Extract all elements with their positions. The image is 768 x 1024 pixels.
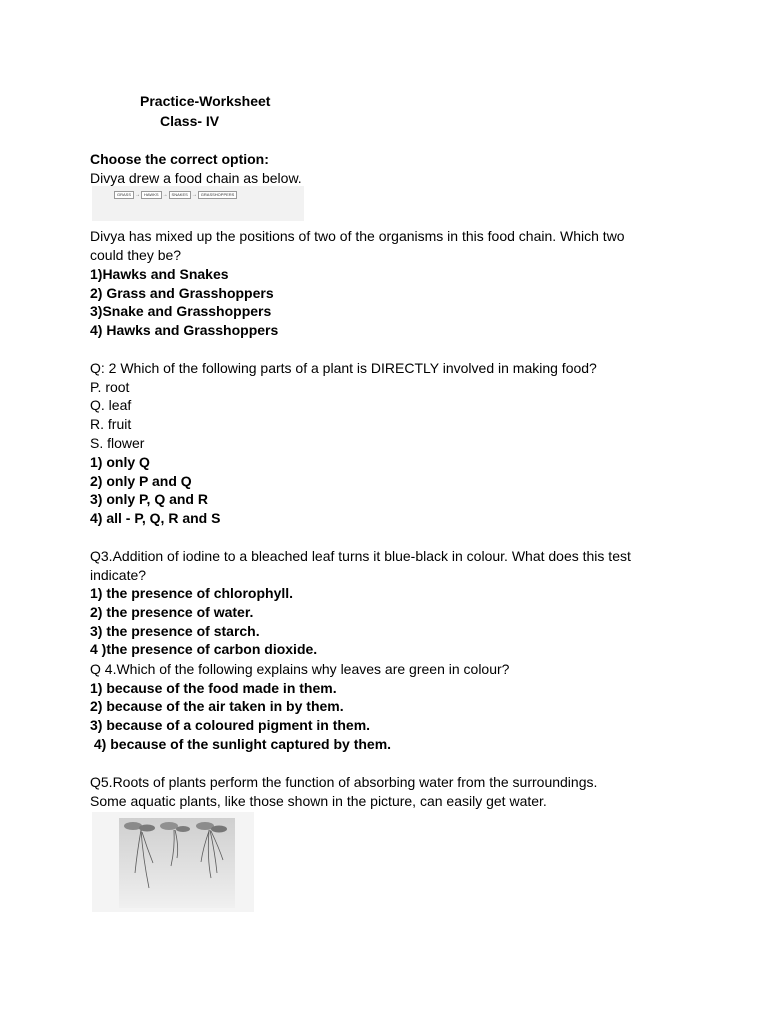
q2-option: 4) all - P, Q, R and S bbox=[90, 510, 221, 526]
q5-line2: Some aquatic plants, like those shown in the picture, can easily get water. bbox=[90, 793, 547, 809]
q3-option: 3) the presence of starch. bbox=[90, 623, 260, 639]
q4-option: 3) because of a coloured pigment in them. bbox=[90, 717, 371, 733]
q4-question: Q 4.Which of the following explains why leaves are green in colour? bbox=[90, 661, 510, 677]
chain-item: GRASSHOPPERS bbox=[198, 191, 238, 199]
q2-question: Q: 2 Which of the following parts of a plant is DIRECTLY involved in making food? bbox=[90, 360, 597, 376]
aquatic-plants-illustration bbox=[119, 818, 235, 908]
q2-option: 3) only P, Q and R bbox=[90, 491, 208, 507]
class-label: Class- IV bbox=[160, 113, 220, 129]
q1-option: 3)Snake and Grasshoppers bbox=[90, 303, 272, 319]
q3-question-line2: indicate? bbox=[90, 567, 147, 583]
q3-option: 2) the presence of water. bbox=[90, 604, 254, 620]
aquatic-plants-image bbox=[92, 812, 254, 912]
q4-option: 4) because of the sunlight captured by them. bbox=[90, 736, 392, 752]
q3-question-line1: Q3.Addition of iodine to a bleached leaf turns it blue-black in colour. What does this test bbox=[90, 548, 631, 564]
q2-part: Q. leaf bbox=[90, 397, 132, 413]
q1-option: 4) Hawks and Grasshoppers bbox=[90, 322, 279, 338]
section-instruction: Choose the correct option: bbox=[90, 151, 269, 167]
q1-question-line1: Divya has mixed up the positions of two of the organisms in this food chain. Which two bbox=[90, 228, 625, 244]
q3-option: 1) the presence of chlorophyll. bbox=[90, 585, 294, 601]
q3-option: 4 )the presence of carbon dioxide. bbox=[90, 641, 318, 657]
q2-option: 2) only P and Q bbox=[90, 473, 192, 489]
q1-intro: Divya drew a food chain as below. bbox=[90, 170, 302, 186]
chain-item: HAWKS bbox=[141, 191, 162, 199]
q2-part: S. flower bbox=[90, 435, 145, 451]
q1-option: 2) Grass and Grasshoppers bbox=[90, 285, 274, 301]
worksheet-title: Practice-Worksheet bbox=[140, 93, 271, 109]
right-arrow-icon: → bbox=[135, 192, 141, 198]
food-chain-image bbox=[92, 186, 304, 221]
q1-question-line2: could they be? bbox=[90, 247, 182, 263]
right-arrow-icon: → bbox=[191, 192, 197, 198]
q4-option: 1) because of the food made in them. bbox=[90, 680, 337, 696]
q2-option: 1) only Q bbox=[90, 454, 150, 470]
q1-option: 1)Hawks and Snakes bbox=[90, 266, 229, 282]
q2-part: P. root bbox=[90, 379, 130, 395]
food-chain-strip bbox=[114, 191, 237, 199]
chain-item: SNAKES bbox=[169, 191, 191, 199]
q4-option: 2) because of the air taken in by them. bbox=[90, 698, 344, 714]
q2-part: R. fruit bbox=[90, 416, 132, 432]
right-arrow-icon: → bbox=[162, 192, 168, 198]
q5-line1: Q5.Roots of plants perform the function of absorbing water from the surroundings. bbox=[90, 774, 598, 790]
chain-item: GRASS bbox=[114, 191, 134, 199]
